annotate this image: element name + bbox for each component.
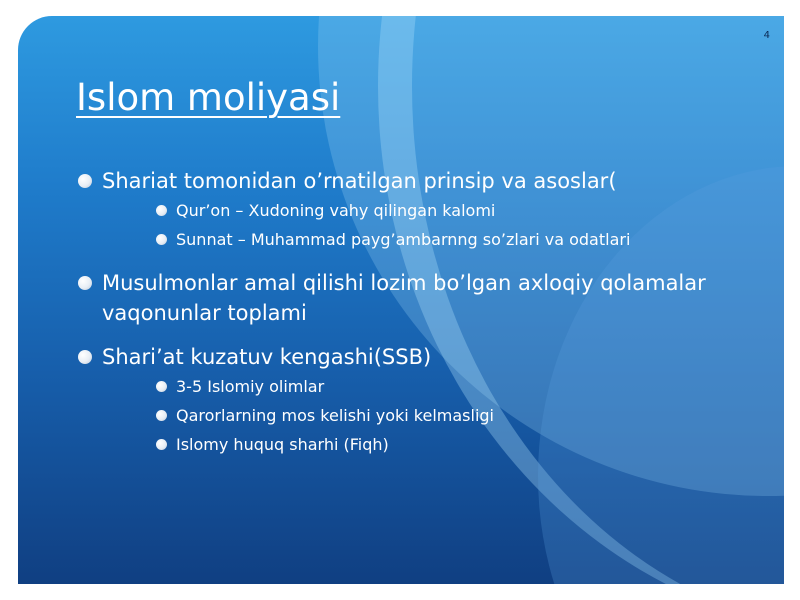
sub-bullet-text: Qarorlarning mos kelishi yoki kelmasligi [176,406,494,425]
sub-bullet-item [78,401,758,430]
sub-bullet-text: Sunnat – Muhammad payg’ambarnng so’zlari va odatlari [176,230,631,249]
sub-bullet-text: Islomy huquq sharhi (Fiqh) [176,435,389,454]
sub-bullet-item [78,225,758,254]
bullet-text: Musulmonlar amal qilishi lozim bo’lgan axloqiy qolamalar vaqonunlar toplami [102,271,706,325]
slide [18,16,784,584]
bullet-icon [156,205,167,216]
sub-bullet-text: 3-5 Islomiy olimlar [176,377,325,396]
slide-number: 4 [763,30,770,41]
bullet-item [78,268,758,328]
bullet-icon [156,439,167,450]
bullet-icon [156,234,167,245]
bullet-text: Shariat tomonidan o’rnatilgan prinsip va asoslar( [102,169,617,193]
slide-title: Islom moliyasi [76,76,341,119]
bullet-icon [78,350,92,364]
sub-bullet-item [78,430,758,459]
bullet-icon [156,381,167,392]
bullet-icon [156,410,167,421]
bullet-list [78,166,758,459]
bullet-icon [78,174,92,188]
sub-bullet-item [78,196,758,225]
sub-bullet-text: Qur’on – Xudoning vahy qilingan kalomi [176,201,496,220]
sub-bullet-item [78,372,758,401]
bullet-item [78,166,758,196]
bullet-item [78,342,758,372]
bullet-icon [78,276,92,290]
bullet-text: Shari’at kuzatuv kengashi(SSB) [102,345,432,369]
